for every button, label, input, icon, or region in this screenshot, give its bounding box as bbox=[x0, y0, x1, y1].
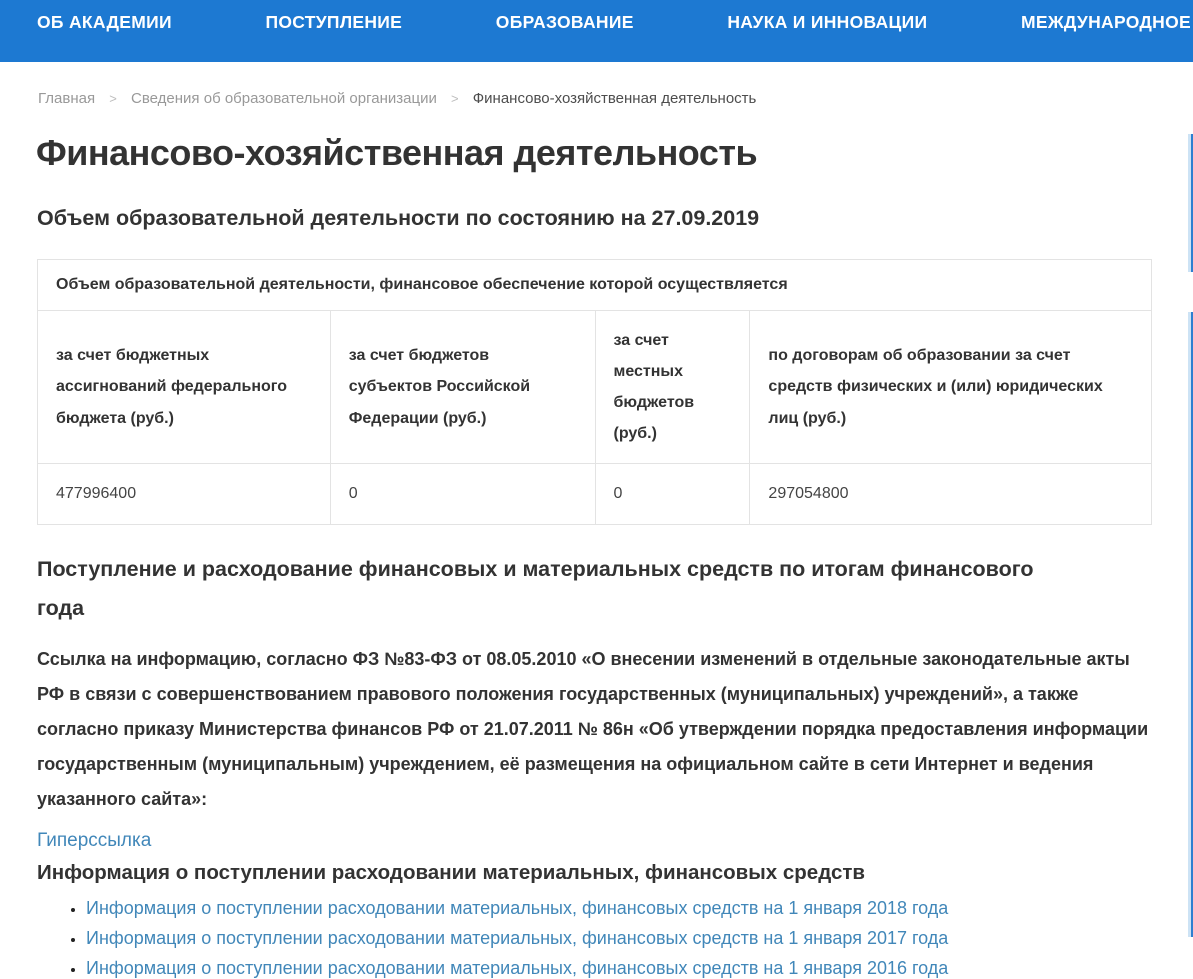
table-caption-row bbox=[38, 259, 1152, 310]
list-item bbox=[86, 928, 1193, 949]
scrollbar[interactable] bbox=[1188, 312, 1193, 937]
column-header-regional-budget: за счет бюджетов субъектов Российской Федерации (руб.) bbox=[330, 310, 595, 464]
column-header-federal-budget: за счет бюджетных ассигнований федерального бюджета (руб.) bbox=[38, 310, 331, 464]
documents-list bbox=[0, 898, 1193, 979]
page-title: Финансово-хозяйственная деятельность bbox=[36, 132, 758, 173]
nav-item-science-innovation[interactable]: НАУКА И ИННОВАЦИИ bbox=[727, 12, 928, 32]
nav-item-international[interactable]: МЕЖДУНАРОДНОЕ bbox=[1020, 12, 1191, 32]
breadcrumb-org-info-link[interactable]: Сведения об образовательной организации bbox=[131, 90, 437, 107]
column-header-local-budget: за счет местных бюджетов (руб.) bbox=[595, 310, 750, 464]
breadcrumb bbox=[38, 90, 1193, 107]
volume-section-heading: Объем образовательной деятельности по состоянию на 27.09.2019 bbox=[37, 206, 760, 230]
nav-item-about-academy[interactable]: ОБ АКАДЕМИИ bbox=[37, 12, 172, 32]
report-2017-link[interactable]: Информация о поступлении расходовании материальных, финансовых средств на 1 января 2017 года bbox=[86, 928, 949, 949]
scrollbar[interactable] bbox=[1188, 134, 1193, 272]
table-header-row bbox=[38, 310, 1152, 464]
value-regional-budget: 0 bbox=[330, 464, 595, 525]
list-item bbox=[86, 898, 1193, 919]
nav-item-admission[interactable]: ПОСТУПЛЕНИЕ bbox=[265, 12, 403, 32]
breadcrumb-current-page: Финансово-хозяйственная деятельность bbox=[472, 90, 757, 107]
main-nav bbox=[0, 0, 1193, 62]
report-2016-link[interactable]: Информация о поступлении расходовании материальных, финансовых средств на 1 января 2016 года bbox=[86, 958, 949, 979]
education-volume-table bbox=[37, 259, 1152, 526]
value-federal-budget: 477996400 bbox=[38, 464, 331, 525]
nav-item-education[interactable]: ОБРАЗОВАНИЕ bbox=[495, 12, 634, 32]
table-row bbox=[38, 464, 1152, 525]
table-caption: Объем образовательной деятельности, финансовое обеспечение которой осуществляется bbox=[38, 259, 1152, 310]
report-2018-link[interactable]: Информация о поступлении расходовании материальных, финансовых средств на 1 января 2018 года bbox=[86, 898, 949, 919]
list-item bbox=[86, 958, 1193, 979]
law-reference-paragraph: Ссылка на информацию, согласно ФЗ №83-ФЗ от 08.05.2010 «О внесении изменений в отдельные законодательные акты РФ в связи с совершенствованием правового положения государственных (муниципальных) учреждений», а также согласно приказу Министерства финансов РФ от 21.07.2011 № 86н «Об утверждении порядка предоставления информации государственным (муниципальным) учреждением, её размещения на официальном сайте в сети Интернет и ведения указанного сайта»: bbox=[37, 648, 1149, 810]
hyperlink[interactable]: Гиперссылка bbox=[37, 830, 152, 852]
documents-list-heading: Информация о поступлении расходовании материальных, финансовых средств bbox=[37, 861, 865, 885]
income-section-heading: Поступление и расходование финансовых и материальных средств по итогам финансового года bbox=[37, 557, 1034, 621]
column-header-contracts: по договорам об образовании за счет средств физических и (или) юридических лиц (руб.) bbox=[750, 310, 1152, 464]
breadcrumb-separator-icon: > bbox=[451, 91, 459, 106]
value-contracts: 297054800 bbox=[750, 464, 1152, 525]
breadcrumb-separator-icon: > bbox=[109, 91, 117, 106]
breadcrumb-home-link[interactable]: Главная bbox=[38, 90, 96, 107]
value-local-budget: 0 bbox=[595, 464, 750, 525]
